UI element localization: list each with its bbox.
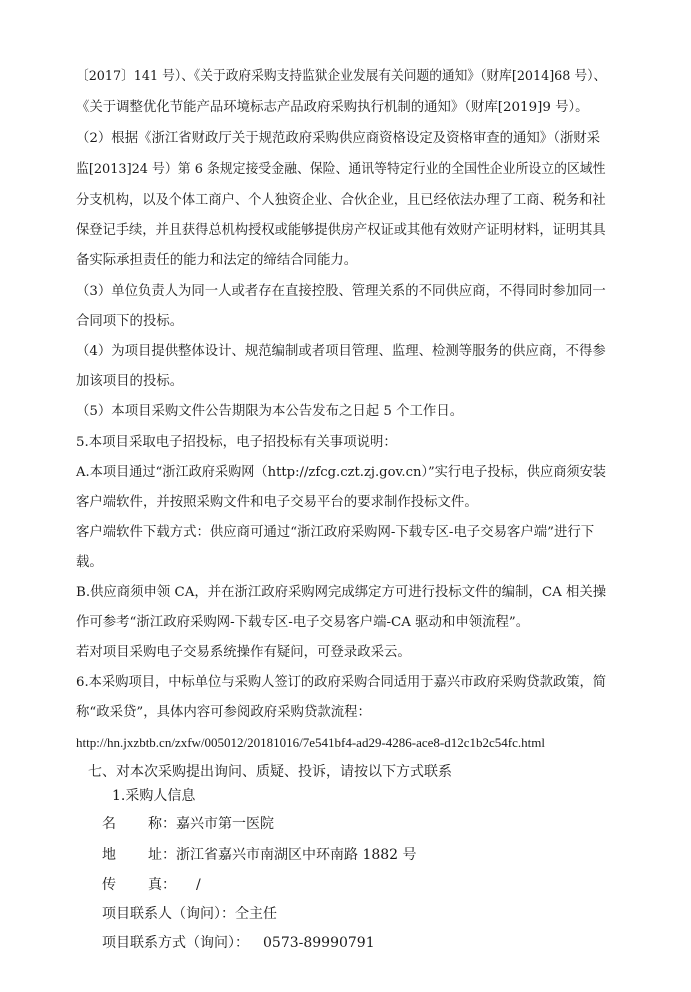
name-label: 名: [102, 816, 116, 832]
body-line: 5.本项目采取电子招投标，电子招投标有关事项说明：: [76, 435, 397, 450]
body-line: 6.本采购项目，中标单位与采购人签订的政府采购合同适用于嘉兴市政府采购贷款政策，简: [76, 675, 607, 690]
body-line: 客户端软件，并按照采购文件和电子交易平台的要求制作投标文件。: [76, 495, 478, 510]
contact-person-row: [102, 905, 277, 923]
body-line: （2）根据《浙江省财政厅关于规范政府采购供应商资格设定及资格审查的通知》（浙财采: [76, 131, 601, 146]
contact-phone-value: 0573-89990791: [263, 935, 375, 951]
fax-value: /: [196, 877, 201, 893]
body-line: （4）为项目提供整体设计、规范编制或者项目管理、监理、检测等服务的供应商，不得参: [76, 344, 606, 359]
address-value: 浙江省嘉兴市南湖区中环南路 1882 号: [176, 847, 417, 863]
address-label: 地: [102, 847, 116, 863]
body-line: （5）本项目采购文件公告期限为本公告发布之日起 5 个工作日。: [76, 404, 464, 419]
body-line: B.供应商须申领 CA，并在浙江政府采购网完成绑定方可进行投标文件的编制，CA 相关操: [76, 585, 607, 600]
loan-policy-url[interactable]: http://hn.jxzbtb.cn/zxfw/005012/20181016/7e541bf4-ad29-4286-ace8-d12c1b2c54fc.html: [76, 735, 545, 750]
fax-label: 传: [102, 877, 116, 893]
body-line: 若对项目采购电子交易系统操作有疑问，可登录政采云。: [76, 645, 411, 660]
name-value: 嘉兴市第一医院: [176, 816, 274, 832]
body-line: 保登记手续，并且获得总机构授权或能够提供房产权证或其他有效财产证明材料，证明其具: [76, 223, 606, 238]
address-label-suffix: 址：浙江省嘉兴市南湖区中环南路 1882 号: [148, 847, 417, 863]
contact-person-value: 仝主任: [235, 906, 277, 922]
body-line: 客户端软件下载方式：供应商可通过“浙江政府采购网-下载专区-电子交易客户端”进行下: [76, 525, 595, 540]
body-line: 载。: [76, 555, 103, 570]
contact-person-label: 项目联系人（询问）：: [102, 906, 235, 922]
fax-label-suffix: 真： /: [148, 877, 201, 893]
body-line: 《关于调整优化节能产品环境标志产品政府采购执行机制的通知》（财库[2019]9 号）。: [76, 100, 589, 115]
body-line: （3）单位负责人为同一人或者存在直接控股、管理关系的不同供应商，不得同时参加同一: [76, 284, 606, 299]
body-line: 加该项目的投标。: [76, 374, 184, 389]
name-label-suffix: 称：嘉兴市第一医院: [148, 816, 274, 832]
body-line: 〔2017〕141 号）、《关于政府采购支持监狱企业发展有关问题的通知》（财库[2014]68 号）、: [76, 69, 607, 84]
contact-phone-row: [102, 934, 375, 952]
section-heading: 七、对本次采购提出询问、质疑、投诉，请按以下方式联系: [88, 764, 452, 780]
body-line: 监[2013]24 号）第 6 条规定接受金融、保险、通讯等特定行业的全国性企业所设立的区域性: [76, 162, 606, 177]
body-line: 作可参考“浙江政府采购网-下载专区-电子交易客户端-CA 驱动和申领流程”。: [76, 615, 530, 630]
subheading: 1.采购人信息: [112, 788, 196, 804]
body-line: 分支机构，以及个体工商户、个人独资企业、合伙企业，且已经依法办理了工商、税务和社: [76, 193, 606, 208]
body-line: 称“政采贷”，具体内容可参阅政府采购贷款流程：: [76, 705, 371, 720]
body-line: 备实际承担责任的能力和法定的缔结合同能力。: [76, 253, 358, 268]
body-line: 合同项下的投标。: [76, 314, 184, 329]
body-line: A.本项目通过“浙江政府采购网（http://zfcg.czt.zj.gov.cn）”实行电子投标，供应商须安装: [76, 465, 606, 480]
contact-phone-label: 项目联系方式（询问）：: [102, 935, 249, 951]
